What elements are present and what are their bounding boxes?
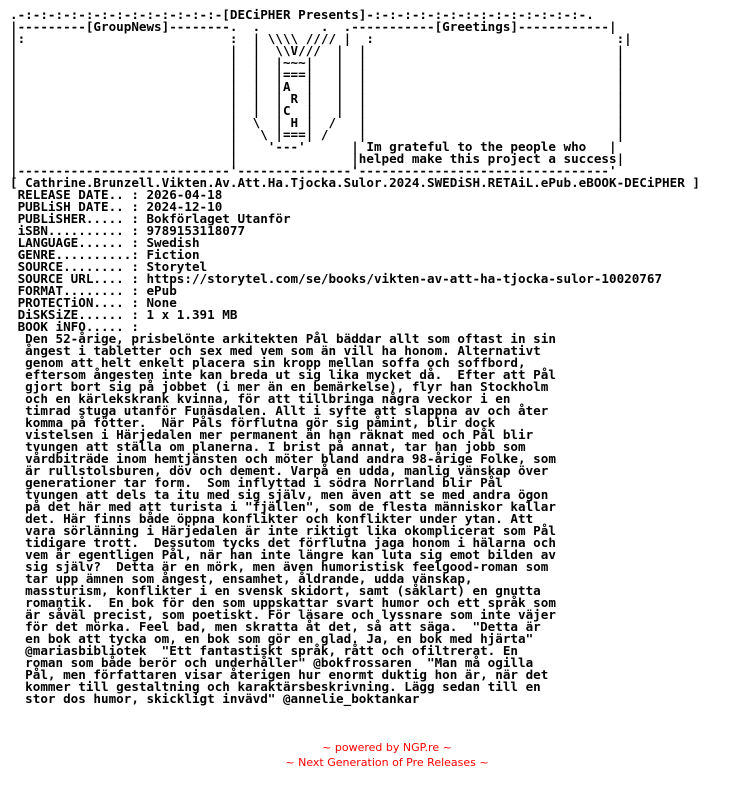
nfo-line: roman som både berör och underhåller" @bokfrossaren "Man må ogilla xyxy=(10,655,534,670)
nfo-line: ångest i tabletter och sex med vem som än vill ha honom. Alternativt xyxy=(10,343,541,358)
nfo-line: komma på fötter. När Påls förflutna gör sig påmint, blir dock xyxy=(10,415,496,430)
nfo-line: vistelsen i Härjedalen mer permanent än han räknat med och Pål blir xyxy=(10,427,534,442)
nfo-line: |---------[GroupNews]--------. . . .-----------[Greetings]------------| xyxy=(10,19,617,34)
nfo-line: sig själv? Detta är en mörk, men även humoristisk feelgood-roman som xyxy=(10,559,549,574)
nfo-line: SOURCE URL.... : https://storytel.com/se/books/vikten-av-att-ha-tjocka-sulor-10020767 xyxy=(10,271,663,286)
nfo-line: Den 52-årige, prisbelönte arkitekten Pål bäddar allt som oftast in sin xyxy=(10,331,556,346)
nfo-line: tvungen att dels ta itu med sig själv, men även att se med andra ögon xyxy=(10,487,549,502)
nfo-line: GENRE..........: Fiction xyxy=(10,247,200,262)
nfo-line: tidigare trott. Dessutom tycks det förflutna jaga honom i hälarna och xyxy=(10,535,556,550)
nfo-line: vem är egentligen Pål, när han inte längre kan luta sig emot bilden av xyxy=(10,547,556,562)
nfo-line: generationer tar form. Som inflyttad i södra Norrland blir Pål xyxy=(10,475,503,490)
nfo-line: på det här med att turista i "fjällen", som de flesta människor kallar xyxy=(10,499,556,514)
nfo-line: @mariasbibliotek "Ett fantastiskt språk, rått och ofiltrerat. En xyxy=(10,643,518,658)
nfo-line: tvungen att ställa om planerna. I brist på annat, tar han jobb som xyxy=(10,439,526,454)
nfo-line: RELEASE DATE.. : 2026-04-18 xyxy=(10,187,223,202)
nfo-line: | | \ | H | / | | xyxy=(10,115,625,130)
nfo-line: | | \ |===| / | | xyxy=(10,127,625,142)
nfo-line: och en kärlekskrank kvinna, för att tillbringa några veckor i en xyxy=(10,391,511,406)
nfo-line: romantik. En bok för den som uppskattar svart humor och ett språk som xyxy=(10,595,556,610)
credits-powered-by: ~ powered by NGP.re ~ xyxy=(322,741,452,754)
nfo-line: | | | | R | | | | xyxy=(10,91,625,106)
nfo-line: DiSKSiZE...... : 1 x 1.391 MB xyxy=(10,307,238,322)
nfo-line: PROTECTiON.... : None xyxy=(10,295,177,310)
nfo-line: Pål, men författaren visar återigen hur enormt duktig hon är, när det xyxy=(10,667,549,682)
nfo-line: SOURCE........ : Storytel xyxy=(10,259,208,274)
nfo-line: | | | |C | | | | xyxy=(10,103,625,118)
nfo-line: | | |helped make this project a success| xyxy=(10,151,625,166)
nfo-line: är rullstolsburen, döv och dement. Varpå en udda, manlig vänskap över xyxy=(10,463,549,478)
nfo-line: vara sörlänning i Härjedalen är inte riktigt lika okomplicerat som Pål xyxy=(10,523,556,538)
nfo-line: eftersom ångesten inte kan breda ut sig lika mycket då. Efter att Pål xyxy=(10,367,556,382)
nfo-line: | | | |~~~| | | | xyxy=(10,55,625,70)
nfo-line: genom att helt enkelt placera sin kropp mellan soffa och soffbord, xyxy=(10,355,526,370)
nfo-line: timrad stuga utanför Funäsdalen. Allt i syfte att slappna av och åter xyxy=(10,403,549,418)
nfo-line: | | | \\V/// | | | xyxy=(10,43,625,58)
nfo-line: PUBLiSH DATE.. : 2024-12-10 xyxy=(10,199,223,214)
nfo-text xyxy=(10,9,700,705)
nfo-line: är såväl precist, som poetiskt. För läsare och lyssnare som inte väjer xyxy=(10,607,556,622)
nfo-line: | | | |A | | | | xyxy=(10,79,625,94)
nfo-line: tar upp ämnen som ångest, ensamhet, åldrande, udda vänskap, xyxy=(10,571,473,586)
nfo-line: gjort bort sig på jobbet (i mer än en bemärkelse), flyr han Stockholm xyxy=(10,379,549,394)
nfo-line: en bok att tycka om, en bok som gör en glad. Ja, en bok med hjärta" xyxy=(10,631,534,646)
nfo-line: vårdbiträde inom hemtjänsten och möter bland andra 98-årige Folke, som xyxy=(10,451,556,466)
credits xyxy=(0,740,744,770)
nfo-line: iSBN.......... : 9789153118077 xyxy=(10,223,246,238)
nfo-line: FORMAT........ : ePub xyxy=(10,283,177,298)
nfo-line: | | '---' | Im grateful to the people who | xyxy=(10,139,617,154)
nfo-line: det. Här finns både öppna konflikter och konflikter under ytan. Att xyxy=(10,511,534,526)
nfo-line: |: : | \\\\ //// | : :| xyxy=(10,31,632,46)
nfo-line: kommer till gestaltning och karaktärsbeskrivning. Lägg sedan till en xyxy=(10,679,541,694)
nfo-line: för det mörka. Feel bad, men skratta åt det, så att säga. "Detta är xyxy=(10,619,541,634)
nfo-line: .-:-:-:-:-:-:-:-:-:-:-:-:-:-[DECiPHER Presents]-:-:-:-:-:-:-:-:-:-:-:-:-:-:-. xyxy=(10,7,594,22)
nfo-line: LANGUAGE...... : Swedish xyxy=(10,235,200,250)
nfo-line: PUBLiSHER..... : Bokförlaget Utanför xyxy=(10,211,291,226)
nfo-line: massturism, konflikter i en svensk skidort, samt (såklart) en gnutta xyxy=(10,583,541,598)
nfo-line: stor dos humor, skickligt invävd" @annelie_boktankar xyxy=(10,691,420,706)
credits-tagline: ~ Next Generation of Pre Releases ~ xyxy=(285,756,489,769)
nfo-line: |----------------------------'---------------'---------------------------------' xyxy=(10,163,617,178)
nfo-line: [ Cathrine.Brunzell.Vikten.Av.Att.Ha.Tjocka.Sulor.2024.SWEDiSH.RETAiL.ePub.eBOOK-DECiPHER ] xyxy=(10,175,700,190)
nfo-line: BOOK iNFO..... : xyxy=(10,319,139,334)
nfo-line: | | | |===| | | | xyxy=(10,67,625,82)
